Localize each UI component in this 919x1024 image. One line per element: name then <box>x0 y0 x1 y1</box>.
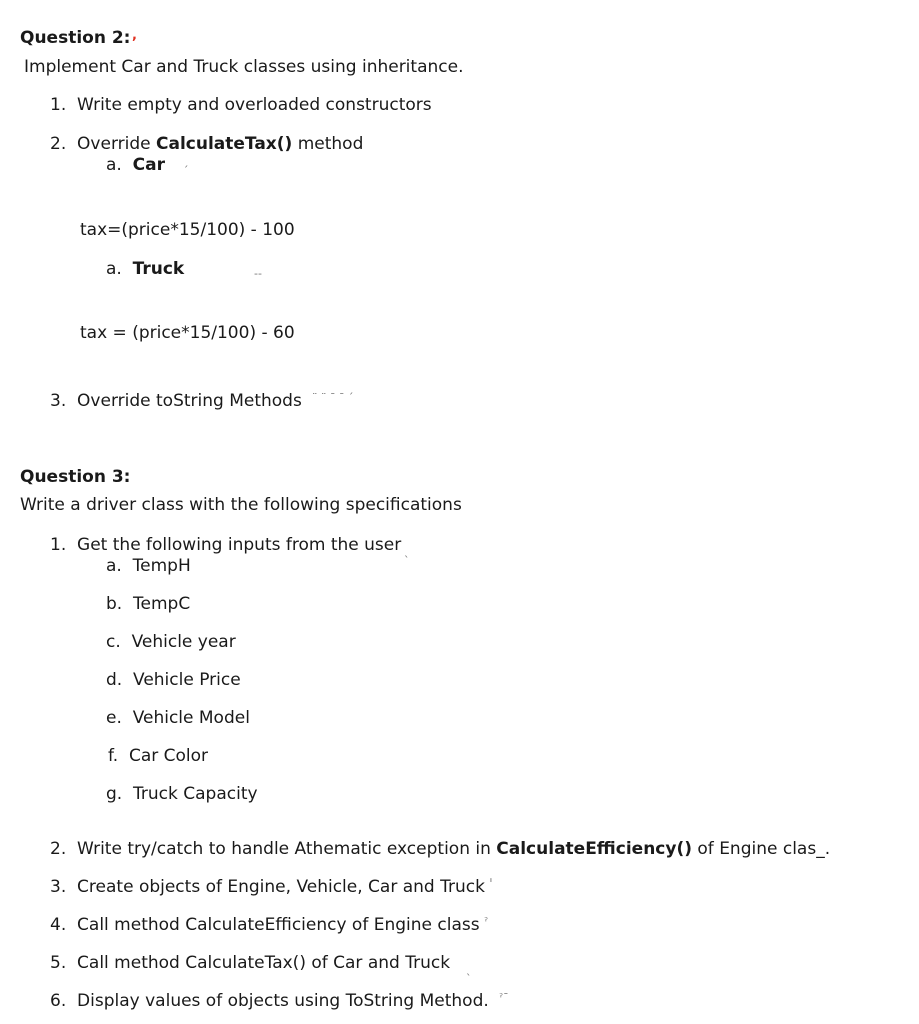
item-text: Call method CalculateEfficiency of Engine class <box>77 915 480 935</box>
item-number: 1. <box>50 95 67 115</box>
q2-sub-car <box>106 154 165 176</box>
item-text: Override toString Methods <box>77 391 302 411</box>
q3-item-6 <box>50 990 489 1012</box>
sub-letter: a. <box>106 556 122 576</box>
item-text-post: of Engine clas_. <box>692 839 831 859</box>
sub-text: TempC <box>133 594 191 614</box>
item-number: 4. <box>50 915 67 935</box>
sub-letter: f. <box>108 746 119 766</box>
car-tax-formula: tax=(price*15/100) - 100 <box>80 220 295 240</box>
q3-item-3 <box>50 876 485 898</box>
method-name: CalculateTax() <box>156 134 293 154</box>
sub-text: Vehicle year <box>131 632 236 652</box>
sub-letter: a. <box>106 259 122 279</box>
q3-item-1 <box>50 534 401 556</box>
q2-item-3 <box>50 390 302 412</box>
question-3-intro: Write a driver class with the following specifications <box>20 495 462 515</box>
scan-mark: ´ <box>183 164 189 177</box>
scan-mark: ˎ <box>466 963 472 976</box>
input-item <box>106 669 241 691</box>
sub-text: Vehicle Model <box>132 708 250 728</box>
input-item <box>106 631 236 653</box>
sub-label: Car <box>132 155 165 175</box>
sub-letter: e. <box>106 708 122 728</box>
sub-label: Truck <box>132 259 185 279</box>
sub-letter: d. <box>106 670 123 690</box>
q3-item-2 <box>50 838 830 860</box>
sub-text: Car Color <box>128 746 209 766</box>
input-item <box>106 593 190 615</box>
item-text: Create objects of Engine, Vehicle, Car and Truck <box>77 877 485 897</box>
scan-mark: ˎ <box>404 545 410 558</box>
item-text: Display values of objects using ToString Method. <box>77 991 489 1011</box>
item-text-pre: Write try/catch to handle Athematic exception in <box>77 839 497 859</box>
q3-item-5 <box>50 952 450 974</box>
scan-mark: -- <box>254 267 262 280</box>
q2-sub-truck <box>106 258 184 280</box>
method-name: CalculateEfficiency() <box>496 839 692 859</box>
scan-mark: ¨ ¨ ˉ ˉ ´ <box>312 391 354 404</box>
sub-text: Vehicle Price <box>133 670 241 690</box>
scan-mark: ˀ <box>484 915 489 928</box>
item-text: Write empty and overloaded constructors <box>77 95 432 115</box>
item-text: Get the following inputs from the user <box>77 535 402 555</box>
item-number: 2. <box>50 134 67 154</box>
q3-item-4 <box>50 914 480 936</box>
truck-tax-formula: tax = (price*15/100) - 60 <box>80 323 295 343</box>
item-number: 1. <box>50 535 67 555</box>
sub-letter: g. <box>106 784 123 804</box>
item-number: 2. <box>50 839 67 859</box>
question-3-heading: Question 3: <box>20 467 131 487</box>
scan-mark: ˈ <box>489 877 493 893</box>
question-2-intro: Implement Car and Truck classes using inheritance. <box>24 57 464 77</box>
input-item <box>106 783 258 805</box>
input-item <box>108 745 208 767</box>
sub-text: TempH <box>132 556 191 576</box>
item-text: Call method CalculateTax() of Car and Truck <box>77 953 451 973</box>
sub-text: Truck Capacity <box>133 784 258 804</box>
input-item <box>106 555 191 577</box>
sub-letter: a. <box>106 155 122 175</box>
item-text-pre: Override <box>77 134 157 154</box>
item-number: 6. <box>50 991 67 1011</box>
sub-letter: c. <box>106 632 121 652</box>
sub-letter: b. <box>106 594 123 614</box>
q2-item-2 <box>50 133 363 155</box>
scan-mark: ˀˉ <box>499 991 509 1004</box>
question-2-heading: Question 2: <box>20 28 131 48</box>
item-text-post: method <box>292 134 364 154</box>
q2-item-1 <box>50 94 432 116</box>
input-item <box>106 707 250 729</box>
item-number: 3. <box>50 877 67 897</box>
red-mark: , <box>132 28 137 43</box>
item-number: 3. <box>50 391 67 411</box>
item-number: 5. <box>50 953 67 973</box>
